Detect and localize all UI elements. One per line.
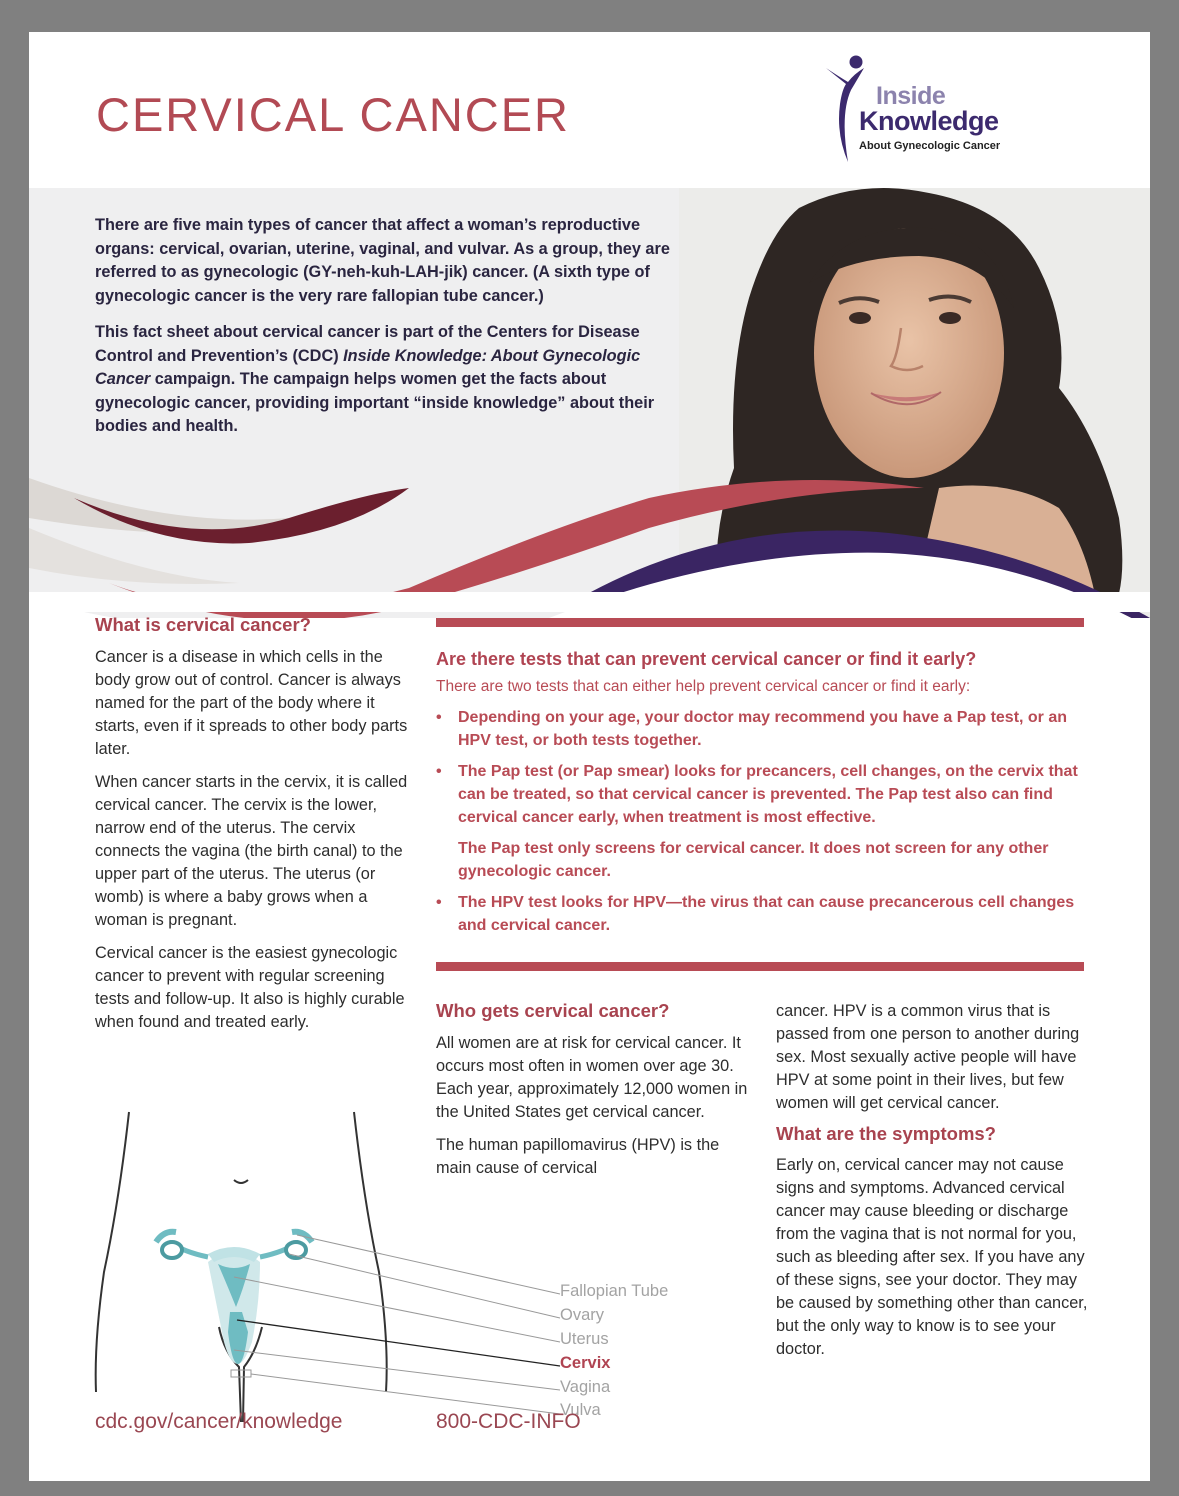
- bullet-icon: •: [436, 763, 442, 780]
- phone-number[interactable]: 800-CDC-INFO: [436, 1410, 581, 1433]
- tests-item-text: The Pap test (or Pap smear) looks for precancers, cell changes, on the cervix that can be treated, so that cervical cancer is prevented. The Pap test also can find cervical cancer early, when treatment is most effective.: [458, 763, 1078, 826]
- tests-list-item: [436, 891, 1084, 937]
- tests-item-text: The HPV test looks for HPV—the virus that can cause precancerous cell changes and cervical cancer.: [458, 894, 1075, 934]
- campaign-name: Inside Knowledge: About Gynecologic Cancer: [95, 346, 641, 388]
- label-uterus: Uterus: [560, 1330, 609, 1348]
- section-continued: [776, 1000, 1096, 1361]
- page-title: CERVICAL CANCER: [96, 88, 570, 141]
- reproductive-organs-illustration: [84, 1102, 704, 1422]
- label-vagina: Vagina: [560, 1378, 611, 1396]
- bullet-icon: •: [436, 709, 442, 726]
- intro-paragraph-1: There are five main types of cancer that affect a woman’s reproductive organs: cervical, ovarian, uterine, vaginal, and vulvar. As a group, they are referred to as gynecologic (GY-neh-kuh-LAH-jik) cancer. (A sixth type of gynecologic cancer is the very rare fallopian tube cancer.): [95, 216, 670, 305]
- hero-bottom-fill: [29, 592, 1150, 612]
- section-what-is: [95, 614, 415, 1034]
- divider-bar-bottom: [436, 962, 1084, 971]
- label-vulva: Vulva: [560, 1401, 601, 1419]
- who-gets-paragraph: All women are at risk for cervical cancer. It occurs most often in women over age 30. Each year, approximately 12,000 women in the United States get cervical cancer.: [436, 1034, 748, 1121]
- heading-what-is: What is cervical cancer?: [95, 614, 311, 635]
- who-gets-paragraph: The human papillomavirus (HPV) is the main cause of cervical: [436, 1136, 720, 1177]
- tests-item-subtext: The Pap test only screens for cervical cancer. It does not screen for any other gynecologic cancer.: [458, 840, 1049, 880]
- label-cervix: Cervix: [560, 1354, 611, 1372]
- bullet-icon: •: [436, 894, 442, 911]
- intro-paragraph-2-end: campaign. The campaign helps women get the facts about gynecologic cancer, providing important “inside knowledge” about their bodies and health.: [95, 370, 655, 435]
- tests-lead: There are two tests that can either help prevent cervical cancer or find it early:: [436, 678, 971, 695]
- heading-who-gets: Who gets cervical cancer?: [436, 1000, 670, 1021]
- tests-list: [436, 706, 1084, 937]
- logo-tagline: About Gynecologic Cancer: [859, 140, 1001, 152]
- symptoms-paragraph: Early on, cervical cancer may not cause signs and symptoms. Advanced cervical cancer may cause bleeding or discharge from the vagina that is not normal for you, such as bleeding after sex. If you have any of these signs, see your doctor. They may be caused by something other than cancer, but the only way to know is to see your doctor.: [776, 1156, 1088, 1358]
- what-is-paragraph: Cancer is a disease in which cells in the body grow out of control. Cancer is always named for the part of the body where it starts, even if it spreads to other body parts later.: [95, 648, 408, 758]
- heading-symptoms: What are the symptoms?: [776, 1123, 996, 1144]
- label-ovary: Ovary: [560, 1306, 605, 1324]
- inside-knowledge-logo: [824, 54, 1034, 164]
- anatomy-diagram: [84, 1102, 704, 1422]
- intro-text: [95, 214, 675, 439]
- logo-text-knowledge: Knowledge: [859, 106, 999, 136]
- tests-list-item: [436, 706, 1084, 752]
- heading-tests: Are there tests that can prevent cervical cancer or find it early?: [436, 649, 977, 669]
- section-tests: [436, 618, 1084, 937]
- who-gets-continued: cancer. HPV is a common virus that is passed from one person to another during sex. Most sexually active people will have HPV at some point in their lives, but few women will get cervical cancer.: [776, 1002, 1080, 1112]
- fact-sheet-page: [29, 32, 1150, 1481]
- tests-list-item: [436, 760, 1084, 883]
- label-fallopian-tube: Fallopian Tube: [560, 1282, 669, 1300]
- hero-banner: [29, 188, 1150, 618]
- what-is-paragraph: When cancer starts in the cervix, it is called cervical cancer. The cervix is the lower, narrow end of the uterus. The cervix connects the vagina (the birth canal) to the upper part of the uterus. The uterus (or womb) is where a baby grows when a woman is pregnant.: [95, 773, 408, 929]
- website-link[interactable]: cdc.gov/cancer/knowledge: [95, 1410, 343, 1433]
- intro-paragraph-2-start: This fact sheet about cervical cancer is part of the Centers for Disease Control and Prevention’s (CDC): [95, 323, 640, 365]
- intro-paragraph-2: [95, 321, 675, 439]
- what-is-paragraph: Cervical cancer is the easiest gynecologic cancer to prevent with regular screening tests and follow-up. It also is highly curable when found and treated early.: [95, 944, 405, 1031]
- divider-bar-top: [436, 618, 1084, 627]
- tests-item-text: Depending on your age, your doctor may recommend you have a Pap test, or an HPV test, or both tests together.: [458, 709, 1068, 749]
- logo-text-inside: Inside: [876, 82, 946, 110]
